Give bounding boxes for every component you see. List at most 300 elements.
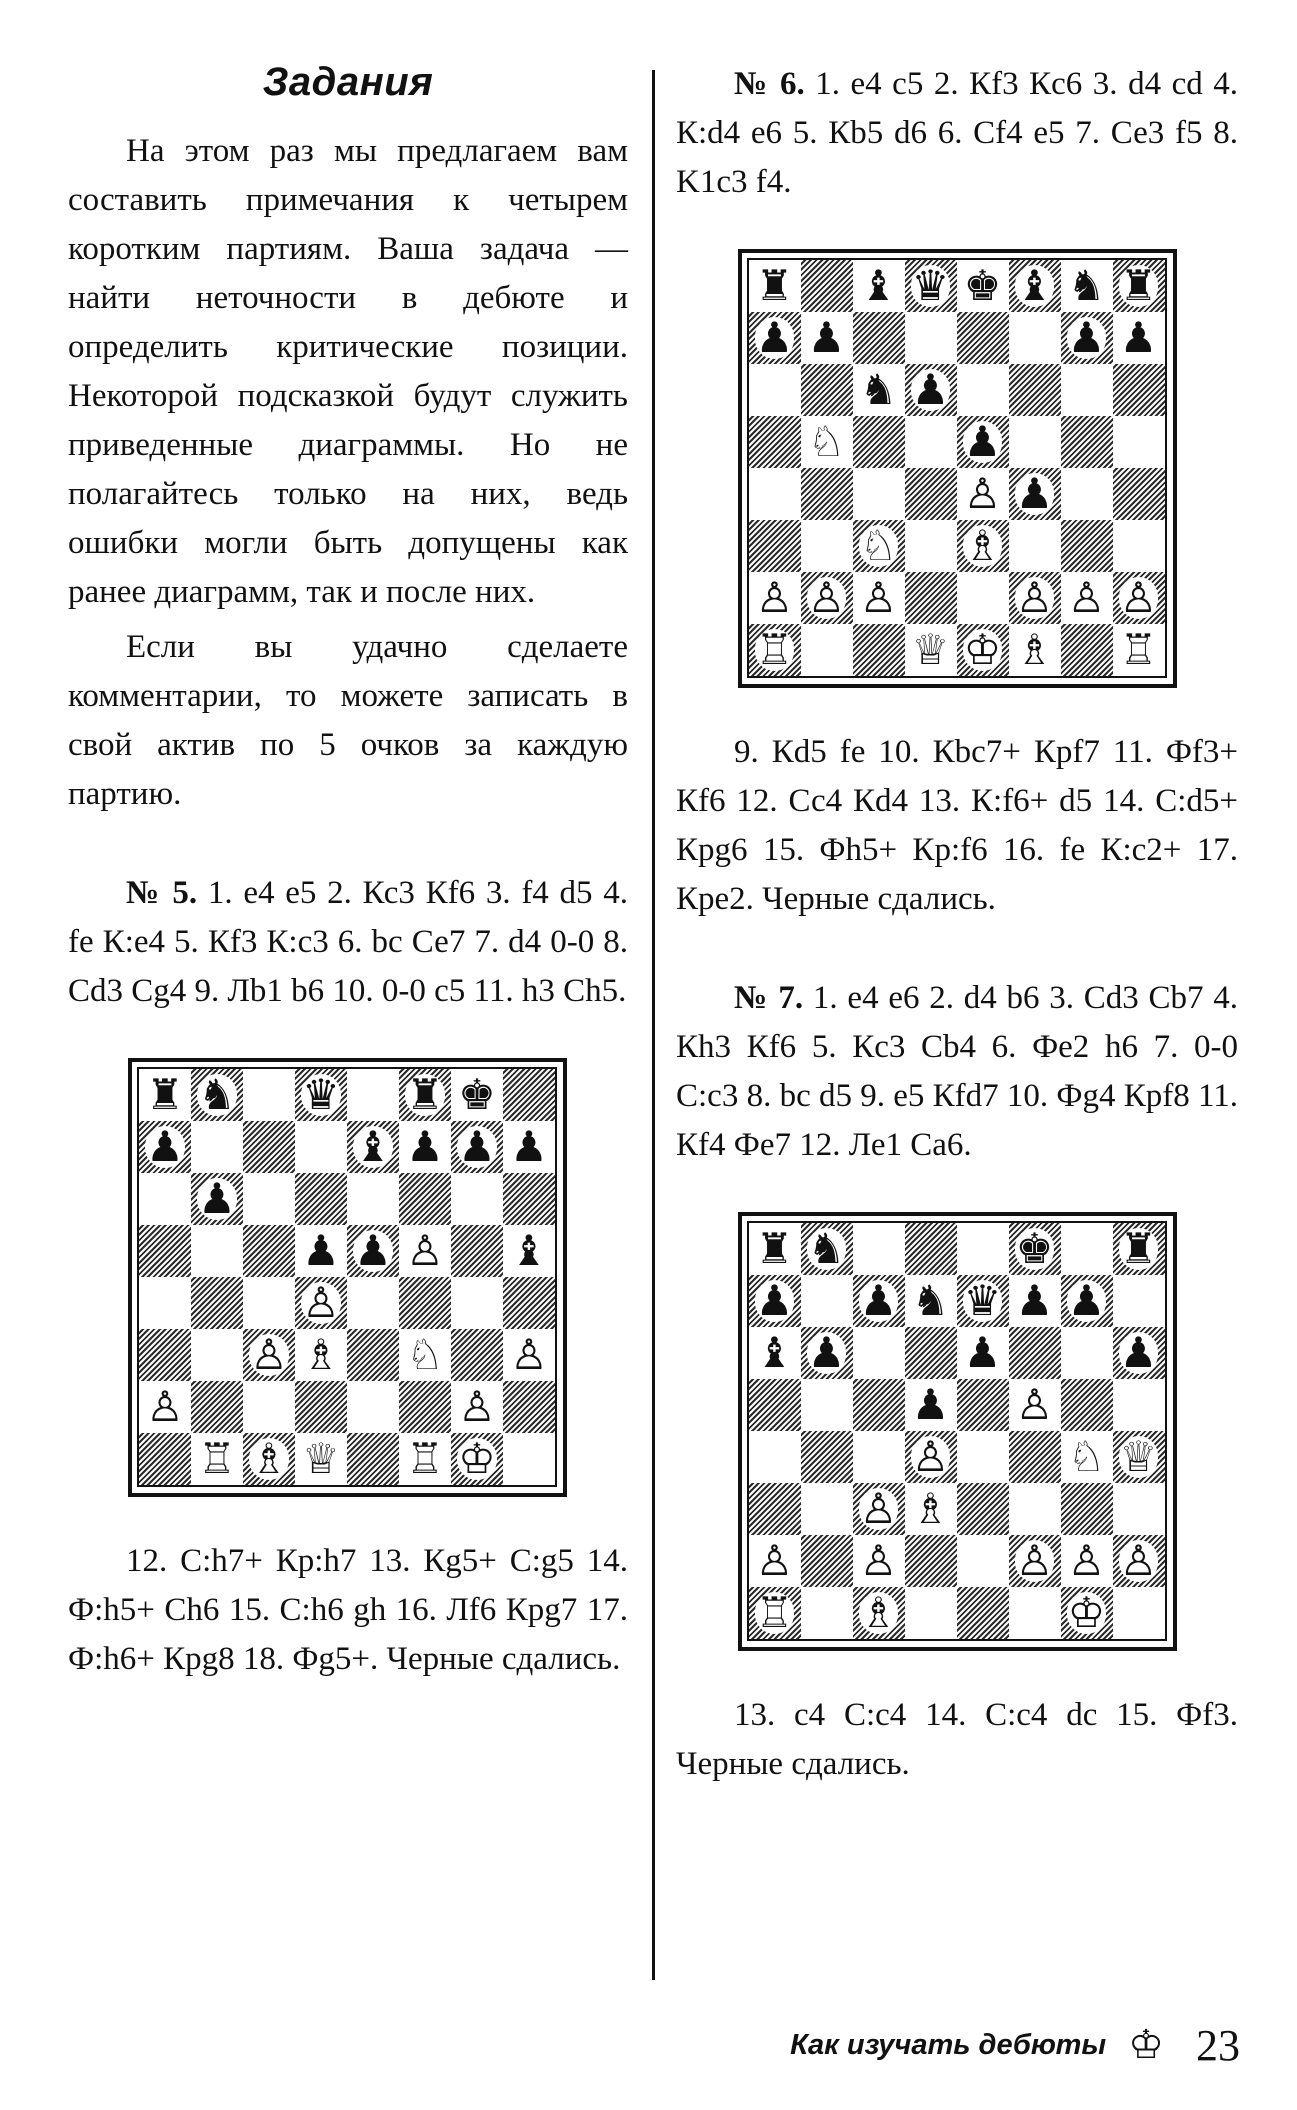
square-b6 — [801, 1327, 853, 1379]
square-g7 — [451, 1121, 503, 1173]
square-c8 — [853, 260, 905, 312]
square-c4 — [243, 1277, 295, 1329]
white-king-icon: ♔ — [458, 1434, 496, 1483]
square-e6 — [957, 364, 1009, 416]
white-bishop-icon: ♗ — [911, 1484, 950, 1533]
square-b1 — [191, 1433, 243, 1485]
square-a7 — [139, 1121, 191, 1173]
white-pawn-icon: ♙ — [1015, 1380, 1054, 1429]
square-b7 — [191, 1121, 243, 1173]
white-pawn-icon: ♙ — [807, 573, 846, 622]
square-b3 — [191, 1329, 243, 1381]
square-e2 — [957, 572, 1009, 624]
square-d8 — [905, 1223, 957, 1275]
white-pawn-icon: ♙ — [458, 1382, 496, 1431]
white-bishop-icon: ♗ — [1015, 625, 1054, 674]
square-h1 — [1113, 624, 1165, 676]
square-b2 — [801, 1535, 853, 1587]
square-g2 — [1061, 1535, 1113, 1587]
square-h6 — [1113, 1327, 1165, 1379]
square-g6 — [1061, 1327, 1113, 1379]
square-g2 — [1061, 572, 1113, 624]
square-b2 — [191, 1381, 243, 1433]
square-d6 — [905, 1327, 957, 1379]
square-f7 — [1009, 312, 1061, 364]
black-pawn-icon: ♟ — [807, 313, 846, 362]
black-pawn-icon: ♟ — [354, 1226, 392, 1275]
square-c4 — [853, 1431, 905, 1483]
black-king-icon: ♚ — [1015, 1224, 1054, 1273]
chess-king-icon: ♔ — [1128, 2022, 1164, 2068]
square-e7 — [957, 312, 1009, 364]
square-d8 — [295, 1069, 347, 1121]
square-a6 — [749, 1327, 801, 1379]
white-rook-icon: ♖ — [198, 1434, 236, 1483]
white-pawn-icon: ♙ — [859, 1536, 898, 1585]
square-c2 — [853, 572, 905, 624]
square-f1 — [1009, 1587, 1061, 1639]
square-c2 — [853, 1535, 905, 1587]
black-rook-icon: ♜ — [755, 261, 794, 310]
square-h2 — [1113, 572, 1165, 624]
black-rook-icon: ♜ — [755, 1224, 794, 1273]
game-7-board — [747, 1221, 1167, 1641]
square-f4 — [1009, 468, 1061, 520]
white-queen-icon: ♕ — [911, 625, 950, 674]
square-h6 — [503, 1173, 555, 1225]
white-bishop-icon: ♗ — [859, 1588, 898, 1637]
white-knight-icon: ♘ — [807, 417, 846, 466]
square-b3 — [801, 1483, 853, 1535]
white-pawn-icon: ♙ — [510, 1330, 548, 1379]
square-f3 — [1009, 520, 1061, 572]
square-g6 — [1061, 364, 1113, 416]
square-f1 — [399, 1433, 451, 1485]
black-king-icon: ♚ — [963, 261, 1002, 310]
square-a8 — [749, 260, 801, 312]
square-a5 — [749, 1379, 801, 1431]
square-d1 — [905, 1587, 957, 1639]
square-c8 — [853, 1223, 905, 1275]
black-pawn-icon: ♟ — [1119, 1328, 1158, 1377]
square-h5 — [1113, 416, 1165, 468]
square-g6 — [451, 1173, 503, 1225]
black-pawn-icon: ♟ — [302, 1226, 340, 1275]
square-h8 — [1113, 260, 1165, 312]
square-c1 — [243, 1433, 295, 1485]
square-a4 — [139, 1277, 191, 1329]
square-d6 — [905, 364, 957, 416]
white-pawn-icon: ♙ — [755, 573, 794, 622]
square-d5 — [905, 416, 957, 468]
square-h4 — [1113, 1431, 1165, 1483]
white-bishop-icon: ♗ — [302, 1330, 340, 1379]
white-pawn-icon: ♙ — [1067, 573, 1106, 622]
square-b1 — [801, 624, 853, 676]
square-c5 — [853, 1379, 905, 1431]
square-a2 — [749, 1535, 801, 1587]
white-bishop-icon: ♗ — [250, 1434, 288, 1483]
square-d7 — [295, 1121, 347, 1173]
square-e3 — [957, 1483, 1009, 1535]
square-a3 — [749, 520, 801, 572]
black-pawn-icon: ♟ — [1067, 313, 1106, 362]
square-f2 — [1009, 1535, 1061, 1587]
black-pawn-icon: ♟ — [755, 313, 794, 362]
game-7-diagram — [738, 1212, 1177, 1651]
square-g5 — [451, 1225, 503, 1277]
square-h7 — [503, 1121, 555, 1173]
square-f2 — [1009, 572, 1061, 624]
black-pawn-icon: ♟ — [458, 1122, 496, 1171]
square-e1 — [957, 1587, 1009, 1639]
white-pawn-icon: ♙ — [1119, 1536, 1158, 1585]
square-g5 — [1061, 1379, 1113, 1431]
square-d6 — [295, 1173, 347, 1225]
white-knight-icon: ♘ — [1067, 1432, 1106, 1481]
square-c6 — [853, 1327, 905, 1379]
square-f1 — [1009, 624, 1061, 676]
square-e4 — [957, 468, 1009, 520]
square-g1 — [1061, 624, 1113, 676]
white-pawn-icon: ♙ — [250, 1330, 288, 1379]
square-e6 — [347, 1173, 399, 1225]
square-d2 — [295, 1381, 347, 1433]
square-a5 — [139, 1225, 191, 1277]
game-5-continuation: 12. С:h7+ Кр:h7 13. Кg5+ С:g5 14. Ф:h5+ Ch6 15. С:h6 gh 16. Лf6 Крg7 17. Ф:h6+ Крg8 18. Фg5+. Черные сдались. — [68, 1543, 628, 1677]
square-a8 — [749, 1223, 801, 1275]
square-h8 — [1113, 1223, 1165, 1275]
black-pawn-icon: ♟ — [755, 1276, 794, 1325]
white-pawn-icon: ♙ — [859, 1484, 898, 1533]
square-h1 — [503, 1433, 555, 1485]
square-c7 — [243, 1121, 295, 1173]
square-e2 — [347, 1381, 399, 1433]
game-6-move-text: 1. e4 c5 2. Кf3 Кc6 3. d4 cd 4. К:d4 e6 5. Кb5 d6 6. Cf4 e5 7. Се3 f5 8. K1c3 f4. — [676, 66, 1238, 200]
column-divider — [652, 70, 655, 1980]
square-a1 — [749, 1587, 801, 1639]
square-d1 — [295, 1433, 347, 1485]
game-5-number: № 5. — [126, 875, 198, 911]
white-pawn-icon: ♙ — [859, 573, 898, 622]
square-e8 — [957, 260, 1009, 312]
square-h3 — [1113, 1483, 1165, 1535]
square-a4 — [749, 1431, 801, 1483]
square-e3 — [347, 1329, 399, 1381]
square-h2 — [1113, 1535, 1165, 1587]
game-6-board — [747, 258, 1167, 678]
black-pawn-icon: ♟ — [963, 1328, 1002, 1377]
black-rook-icon: ♜ — [406, 1070, 444, 1119]
white-knight-icon: ♘ — [406, 1330, 444, 1379]
square-e3 — [957, 520, 1009, 572]
square-d2 — [905, 572, 957, 624]
square-a6 — [139, 1173, 191, 1225]
black-bishop-icon: ♝ — [1015, 261, 1054, 310]
black-bishop-icon: ♝ — [755, 1328, 794, 1377]
square-f6 — [1009, 1327, 1061, 1379]
square-b4 — [191, 1277, 243, 1329]
square-h7 — [1113, 1275, 1165, 1327]
square-c2 — [243, 1381, 295, 1433]
white-rook-icon: ♖ — [406, 1434, 444, 1483]
square-g4 — [1061, 1431, 1113, 1483]
square-c1 — [853, 624, 905, 676]
square-a1 — [139, 1433, 191, 1485]
square-f8 — [399, 1069, 451, 1121]
square-d3 — [905, 520, 957, 572]
square-d4 — [905, 1431, 957, 1483]
white-pawn-icon: ♙ — [911, 1432, 950, 1481]
black-rook-icon: ♜ — [1119, 1224, 1158, 1273]
square-b8 — [801, 1223, 853, 1275]
square-h5 — [503, 1225, 555, 1277]
black-bishop-icon: ♝ — [510, 1226, 548, 1275]
square-f8 — [1009, 1223, 1061, 1275]
square-a1 — [749, 624, 801, 676]
square-c6 — [853, 364, 905, 416]
square-a2 — [139, 1381, 191, 1433]
square-h8 — [503, 1069, 555, 1121]
white-pawn-icon: ♙ — [1119, 573, 1158, 622]
square-c8 — [243, 1069, 295, 1121]
square-g7 — [1061, 1275, 1113, 1327]
black-knight-icon: ♞ — [859, 365, 898, 414]
square-h3 — [503, 1329, 555, 1381]
white-pawn-icon: ♙ — [963, 469, 1002, 518]
square-e8 — [347, 1069, 399, 1121]
right-column — [676, 60, 1238, 1789]
game-6-continuation: 9. Кd5 fe 10. Кbc7+ Крf7 11. Фf3+ Кf6 12. Сс4 Кd4 13. К:f6+ d5 14. С:d5+ Крg6 15. Фh5+ Кр:f6 16. fe К:c2+ 17. Кре2. Черные сдались. — [676, 734, 1238, 917]
intro-paragraph: На этом раз мы предлагаем вам составить примечания к четырем коротким партиям. Ваша задача — найти неточности в дебюте и определить критические позиции. Некоторой подсказкой будут служить приведенные диаграммы. Но не полагайтесь только на них, ведь ошибки могли быть допущены как ранее диаграмм, так и после них. — [68, 133, 628, 610]
white-pawn-icon: ♙ — [406, 1226, 444, 1275]
square-c3 — [853, 1483, 905, 1535]
white-pawn-icon: ♙ — [755, 1536, 794, 1585]
square-c7 — [853, 1275, 905, 1327]
white-king-icon: ♔ — [1067, 1588, 1106, 1637]
square-f2 — [399, 1381, 451, 1433]
square-d8 — [905, 260, 957, 312]
square-h5 — [1113, 1379, 1165, 1431]
black-queen-icon: ♛ — [302, 1070, 340, 1119]
square-c3 — [853, 520, 905, 572]
square-a2 — [749, 572, 801, 624]
square-f3 — [399, 1329, 451, 1381]
square-d3 — [905, 1483, 957, 1535]
square-c1 — [853, 1587, 905, 1639]
square-g8 — [1061, 260, 1113, 312]
square-f3 — [1009, 1483, 1061, 1535]
square-e6 — [957, 1327, 1009, 1379]
black-pawn-icon: ♟ — [146, 1122, 184, 1171]
square-b2 — [801, 572, 853, 624]
square-e4 — [957, 1431, 1009, 1483]
square-c4 — [853, 468, 905, 520]
black-pawn-icon: ♟ — [1119, 313, 1158, 362]
square-e7 — [957, 1275, 1009, 1327]
white-knight-icon: ♘ — [859, 521, 898, 570]
game-6-moves — [676, 60, 1238, 207]
white-rook-icon: ♖ — [755, 625, 794, 674]
square-e8 — [957, 1223, 1009, 1275]
game-5-board — [137, 1067, 557, 1487]
square-a7 — [749, 1275, 801, 1327]
page-number: 23 — [1196, 2020, 1240, 2070]
square-h2 — [503, 1381, 555, 1433]
square-a3 — [139, 1329, 191, 1381]
square-h1 — [1113, 1587, 1165, 1639]
square-g8 — [1061, 1223, 1113, 1275]
square-e7 — [347, 1121, 399, 1173]
black-pawn-icon: ♟ — [911, 1380, 950, 1429]
square-g3 — [451, 1329, 503, 1381]
white-king-icon: ♔ — [963, 625, 1002, 674]
square-b5 — [801, 416, 853, 468]
square-c6 — [243, 1173, 295, 1225]
square-d7 — [905, 1275, 957, 1327]
square-g5 — [1061, 416, 1113, 468]
black-pawn-icon: ♟ — [198, 1174, 236, 1223]
black-bishop-icon: ♝ — [859, 261, 898, 310]
square-d4 — [905, 468, 957, 520]
square-g8 — [451, 1069, 503, 1121]
section-heading: Задания — [262, 60, 434, 104]
square-e5 — [347, 1225, 399, 1277]
game-5-diagram — [128, 1058, 567, 1497]
game-7-moves — [676, 974, 1238, 1170]
square-h3 — [1113, 520, 1165, 572]
black-pawn-icon: ♟ — [406, 1122, 444, 1171]
black-pawn-icon: ♟ — [911, 365, 950, 414]
white-pawn-icon: ♙ — [146, 1382, 184, 1431]
square-a3 — [749, 1483, 801, 1535]
square-f7 — [399, 1121, 451, 1173]
square-g1 — [1061, 1587, 1113, 1639]
square-d5 — [905, 1379, 957, 1431]
square-e5 — [957, 1379, 1009, 1431]
white-pawn-icon: ♙ — [1015, 573, 1054, 622]
square-f6 — [399, 1173, 451, 1225]
white-rook-icon: ♖ — [1119, 625, 1158, 674]
black-pawn-icon: ♟ — [1015, 1276, 1054, 1325]
book-title: Как изучать дебюты — [790, 2028, 1107, 2061]
white-rook-icon: ♖ — [755, 1588, 794, 1637]
black-queen-icon: ♛ — [963, 1276, 1002, 1325]
square-f4 — [1009, 1431, 1061, 1483]
black-king-icon: ♚ — [458, 1070, 496, 1119]
square-d2 — [905, 1535, 957, 1587]
black-pawn-icon: ♟ — [807, 1328, 846, 1377]
black-pawn-icon: ♟ — [510, 1122, 548, 1171]
white-pawn-icon: ♙ — [1067, 1536, 1106, 1585]
square-f5 — [399, 1225, 451, 1277]
square-b1 — [801, 1587, 853, 1639]
game-5-move-text: 1. e4 e5 2. Кс3 Кf6 3. f4 d5 4. fe К:e4 5. Кf3 К:c3 6. bc Се7 7. d4 0-0 8. Cd3 Cg4 9. Лb1 b6 10. 0-0 c5 11. h3 Ch5. — [68, 875, 629, 1009]
black-knight-icon: ♞ — [1067, 261, 1106, 310]
square-f7 — [1009, 1275, 1061, 1327]
black-pawn-icon: ♟ — [1067, 1276, 1106, 1325]
left-column — [68, 60, 628, 1684]
black-pawn-icon: ♟ — [1015, 469, 1054, 518]
square-b6 — [191, 1173, 243, 1225]
white-queen-icon: ♕ — [302, 1434, 340, 1483]
square-c5 — [853, 416, 905, 468]
scoring-paragraph: Если вы удачно сделаете комментарии, то можете записать в свой актив по 5 очков за каждую партию. — [68, 629, 628, 812]
square-e1 — [957, 624, 1009, 676]
square-d7 — [905, 312, 957, 364]
square-b6 — [801, 364, 853, 416]
square-h4 — [1113, 468, 1165, 520]
square-f8 — [1009, 260, 1061, 312]
game-6-diagram — [738, 249, 1177, 688]
black-knight-icon: ♞ — [198, 1070, 236, 1119]
game-7-move-text: 1. e4 e6 2. d4 b6 3. Cd3 Cb7 4. Кh3 Кf6 5. Кc3 Cb4 6. Фе2 h6 7. 0-0 С:c3 8. bc d5 9. e5 Кfd7 10. Фg4 Крf8 11. Кf4 Фе7 12. Ле1 Са6. — [676, 980, 1238, 1163]
square-a6 — [749, 364, 801, 416]
square-b4 — [801, 1431, 853, 1483]
square-g3 — [1061, 1483, 1113, 1535]
square-b5 — [801, 1379, 853, 1431]
square-a4 — [749, 468, 801, 520]
square-e1 — [347, 1433, 399, 1485]
square-h6 — [1113, 364, 1165, 416]
square-b8 — [801, 260, 853, 312]
black-pawn-icon: ♟ — [963, 417, 1002, 466]
game-6-number: № 6. — [734, 66, 805, 102]
square-a5 — [749, 416, 801, 468]
game-7-continuation: 13. c4 С:c4 14. С:c4 dc 15. Фf3. Черные сдались. — [676, 1697, 1238, 1782]
square-b7 — [801, 1275, 853, 1327]
square-a8 — [139, 1069, 191, 1121]
black-rook-icon: ♜ — [146, 1070, 184, 1119]
square-c5 — [243, 1225, 295, 1277]
black-bishop-icon: ♝ — [354, 1122, 392, 1171]
black-knight-icon: ♞ — [807, 1224, 846, 1273]
square-c3 — [243, 1329, 295, 1381]
square-e4 — [347, 1277, 399, 1329]
square-f5 — [1009, 1379, 1061, 1431]
square-b5 — [191, 1225, 243, 1277]
square-g4 — [1061, 468, 1113, 520]
square-b4 — [801, 468, 853, 520]
square-b3 — [801, 520, 853, 572]
square-h7 — [1113, 312, 1165, 364]
square-e2 — [957, 1535, 1009, 1587]
black-pawn-icon: ♟ — [859, 1276, 898, 1325]
square-g4 — [451, 1277, 503, 1329]
square-f6 — [1009, 364, 1061, 416]
black-rook-icon: ♜ — [1119, 261, 1158, 310]
white-bishop-icon: ♗ — [963, 521, 1002, 570]
square-g2 — [451, 1381, 503, 1433]
black-knight-icon: ♞ — [911, 1276, 950, 1325]
square-f4 — [399, 1277, 451, 1329]
game-5-moves — [68, 869, 628, 1016]
square-h4 — [503, 1277, 555, 1329]
square-g1 — [451, 1433, 503, 1485]
square-g3 — [1061, 520, 1113, 572]
square-b7 — [801, 312, 853, 364]
square-c7 — [853, 312, 905, 364]
square-d5 — [295, 1225, 347, 1277]
page-footer — [760, 2015, 1240, 2075]
square-b8 — [191, 1069, 243, 1121]
white-pawn-icon: ♙ — [1015, 1536, 1054, 1585]
square-d1 — [905, 624, 957, 676]
square-a7 — [749, 312, 801, 364]
square-d4 — [295, 1277, 347, 1329]
game-7-number: № 7. — [734, 980, 804, 1016]
black-queen-icon: ♛ — [911, 261, 950, 310]
